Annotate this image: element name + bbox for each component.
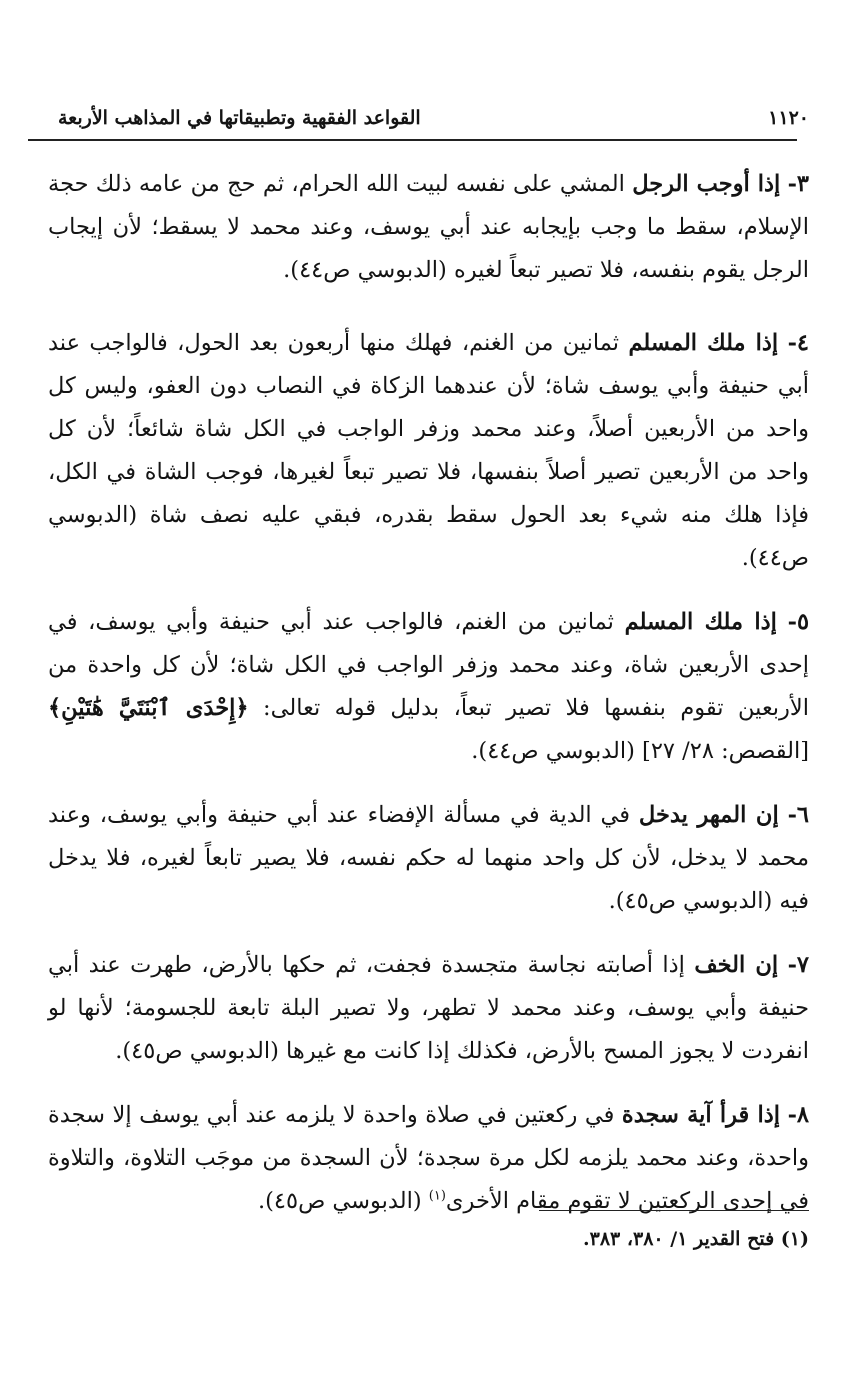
- quran-verse: ﴿إِحْدَى ٱبْنَتَيَّ هَٰتَيْنِ﴾: [48, 695, 249, 721]
- item-text: ثمانين من الغنم، فهلك منها أربعون بعد الحول، فالواجب عند أبي حنيفة وأبي يوسف شاة؛ لأن عندهما الزكاة في النصاب دون العفو، وليس كل واحد من الأربعين أصلاً، وعند محمد وزفر الواجب في الكل شاة شائعاً؛ لأن كل واحد من الأربعين تصير أصلاً بنفسها، فلا تصير تبعاً لغيرها، فوجب الشاة في الكل، فإذا هلك منه شيء بعد الحول سقط بقدره، فبقي عليه نصف شاة (الدبوسي ص٤٤).: [48, 330, 809, 571]
- running-title: القواعد الفقهية وتطبيقاتها في المذاهب الأربعة: [58, 107, 421, 129]
- paragraph-4: [48, 322, 809, 580]
- paragraph-7: [48, 944, 809, 1073]
- footnote-marker: (١): [780, 1228, 809, 1250]
- item-text: في ركعتين في صلاة واحدة لا يلزمه عند أبي يوسف إلا سجدة واحدة، وعند محمد يلزمه لكل مرة سجدة؛ لأن السجدة من موجَب التلاوة، والتلاوة في إحدى الركعتين لا تقوم مقام الأخرى: [48, 1102, 809, 1214]
- header-rule: [28, 139, 797, 141]
- item-text: المشي على نفسه لبيت الله الحرام، ثم حج من عامه ذلك حجة الإسلام، سقط ما وجب بإيجابه عند أبي يوسف، وعند محمد لا يسقط؛ لأن إيجاب الرجل يقوم بنفسه، فلا تصير تبعاً لغيره (الدبوسي ص٤٤).: [48, 171, 809, 283]
- item-number: ٦-: [787, 802, 809, 828]
- item-citation: (الدبوسي ص٤٥).: [257, 1188, 422, 1214]
- item-number: ٥-: [787, 609, 810, 635]
- item-number: ٣-: [787, 171, 810, 197]
- item-lead: إذا ملك المسلم: [628, 330, 779, 356]
- running-header: [58, 103, 809, 133]
- item-number: ٤-: [787, 330, 810, 356]
- item-citation: [القصص: ٢٨/ ٢٧] (الدبوسي ص٤٤).: [471, 738, 809, 764]
- main-text: [48, 163, 809, 1244]
- item-lead: إن الخف: [694, 952, 779, 978]
- paragraph-3: [48, 163, 809, 292]
- item-text: إذا أصابته نجاسة متجسدة فجفت، ثم حكها بالأرض، طهرت عند أبي حنيفة وأبي يوسف، وعند محمد لا تطهر، ولا تصير البلة تابعة للجسومة؛ لأنها لو انفردت لا يجوز المسح بالأرض، فكذلك إذا كانت مع غيرها (الدبوسي ص٤٥).: [48, 952, 809, 1064]
- paragraph-5: [48, 601, 809, 773]
- item-number: ٧-: [787, 952, 809, 978]
- footnote: [583, 1228, 809, 1250]
- item-number: ٨-: [787, 1102, 809, 1128]
- footnote-rule: [539, 1210, 809, 1211]
- paragraph-6: [48, 794, 809, 923]
- item-text: ثمانين من الغنم، فالواجب عند أبي حنيفة وأبي يوسف، في إحدى الأربعين شاة، وعند محمد وزفر الواجب في الكل شاة؛ لأن كل واحدة من الأربعين تقوم بنفسها فلا تصير تبعاً، بدليل قوله تعالى:: [48, 609, 810, 721]
- paragraph-8: [48, 1094, 809, 1223]
- page-number: ١١٢٠: [768, 107, 809, 129]
- footnote-text: فتح القدير ١/ ٣٨٠، ٣٨٣.: [583, 1228, 775, 1250]
- item-lead: إن المهر يدخل: [638, 802, 779, 828]
- item-lead: إذا قرأ آية سجدة: [621, 1102, 781, 1128]
- item-text: في الدية في مسألة الإفضاء عند أبي حنيفة وأبي يوسف، وعند محمد لا يدخل، لأن كل واحد منهما له حكم نفسه، فلا يصير تابعاً لغيره، فلا يدخل فيه (الدبوسي ص٤٥).: [48, 802, 809, 914]
- item-lead: إذا أوجب الرجل: [632, 171, 781, 197]
- item-lead: إذا ملك المسلم: [624, 609, 777, 635]
- footnote-reference[interactable]: (١): [428, 1188, 446, 1204]
